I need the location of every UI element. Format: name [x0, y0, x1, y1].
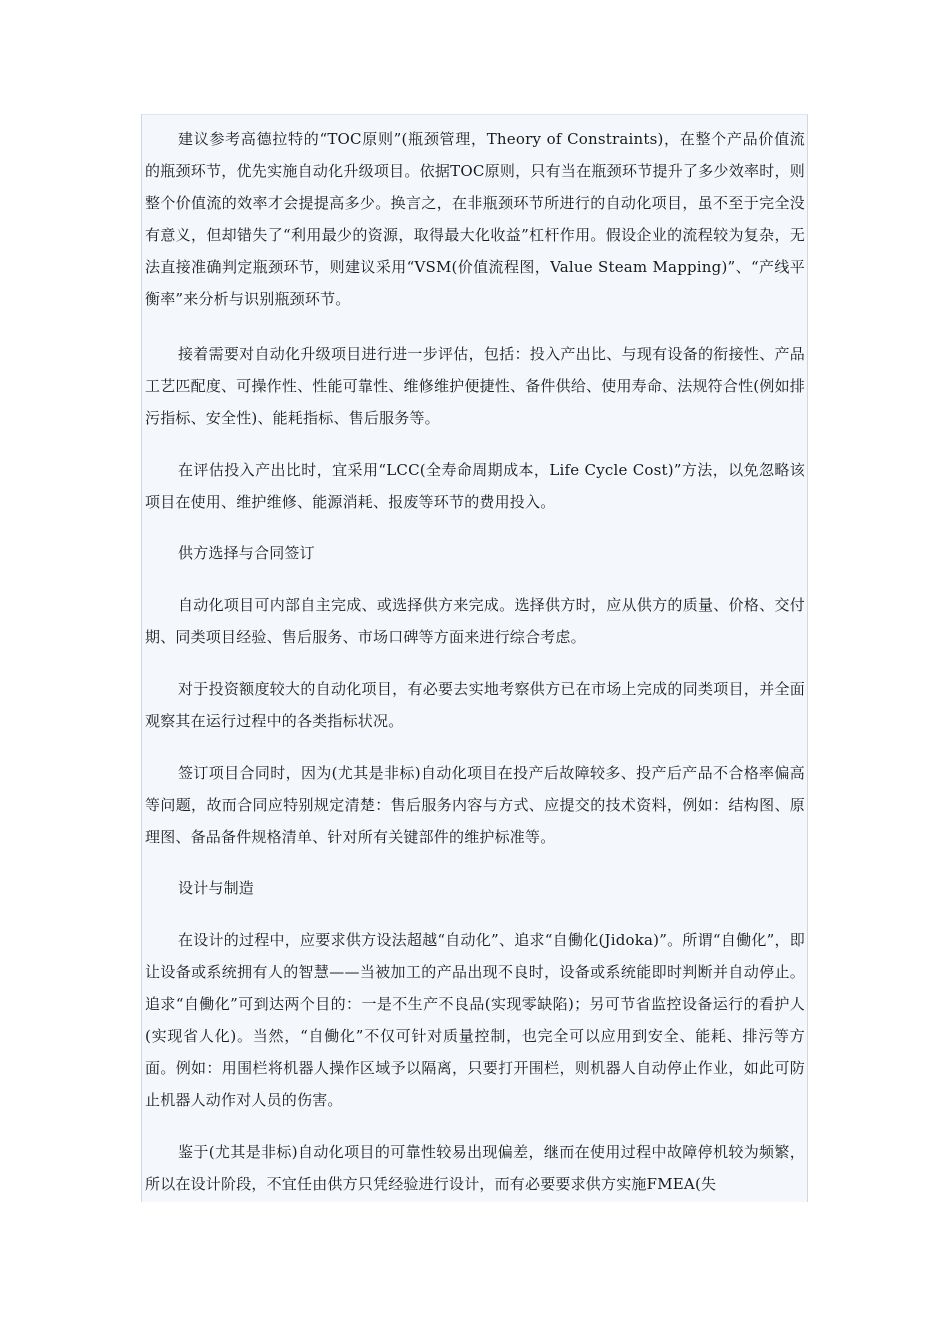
paragraph-contract: 签订项目合同时，因为(尤其是非标)自动化项目在投产后故障较多、投产后产品不合格率偏高等问题，故而合同应特别规定清楚：售后服务内容与方式、应提交的技术资料，例如：结构图、原理图、备品备件规格清单、针对所有关键部件的维护标准等。 — [145, 764, 805, 846]
paragraph-lcc: 在评估投入产出比时，宜采用“LCC(全寿命周期成本，Life Cycle Cost)”方法，以免忽略该项目在使用、维护维修、能源消耗、报废等环节的费用投入。 — [145, 461, 805, 511]
paragraph-fmea: 鉴于(尤其是非标)自动化项目的可靠性较易出现偏差，继而在使用过程中故障停机较为频繁，所以在设计阶段，不宜任由供方只凭经验进行设计，而有必要要求供方实施FMEA(失 — [145, 1143, 805, 1193]
paragraph-site-inspection: 对于投资额度较大的自动化项目，有必要去实地考察供方已在市场上完成的同类项目，并全面观察其在运行过程中的各类指标状况。 — [145, 680, 805, 730]
section-heading-design: 设计与制造 — [178, 879, 255, 897]
paragraph-toc-principle: 建议参考高德拉特的“TOC原则”(瓶颈管理，Theory of Constraints)，在整个产品价值流的瓶颈环节，优先实施自动化升级项目。依据TOC原则，只有当在瓶颈环节提升了多少效率时，则整个价值流的效率才会提提高多少。换言之，在非瓶颈环节所进行的自动化项目，虽不至于完全没有意义，但却错失了“利用最少的资源，取得最大化收益”杠杆作用。假设企业的流程较为复杂，无法直接准确判定瓶颈环节，则建议采用“VSM(价值流程图，Value Steam Mapping)”、“产线平衡率”来分析与识别瓶颈环节。 — [145, 130, 805, 308]
paragraph-supplier-selection: 自动化项目可内部自主完成、或选择供方来完成。选择供方时，应从供方的质量、价格、交付期、同类项目经验、售后服务、市场口碑等方面来进行综合考虑。 — [145, 596, 805, 646]
article-body — [141, 114, 808, 1202]
paragraph-jidoka: 在设计的过程中，应要求供方设法超越“自动化”、追求“自働化(Jidoka)”。所谓“自働化”，即让设备或系统拥有人的智慧——当被加工的产品出现不良时，设备或系统能即时判断并自动停止。追求“自働化”可到达两个目的：一是不生产不良品(实现零缺陷)；另可节省监控设备运行的看护人(实现省人化)。当然，“自働化”不仅可针对质量控制，也完全可以应用到安全、能耗、排污等方面。例如：用围栏将机器人操作区域予以隔离，只要打开围栏，则机器人自动停止作业，如此可防止机器人动作对人员的伤害。 — [145, 931, 805, 1109]
section-heading-supplier: 供方选择与合同签订 — [178, 544, 315, 562]
paragraph-evaluation: 接着需要对自动化升级项目进行进一步评估，包括：投入产出比、与现有设备的衔接性、产品工艺匹配度、可操作性、性能可靠性、维修维护便捷性、备件供给、使用寿命、法规符合性(例如排污指标、安全性)、能耗指标、售后服务等。 — [145, 345, 805, 427]
